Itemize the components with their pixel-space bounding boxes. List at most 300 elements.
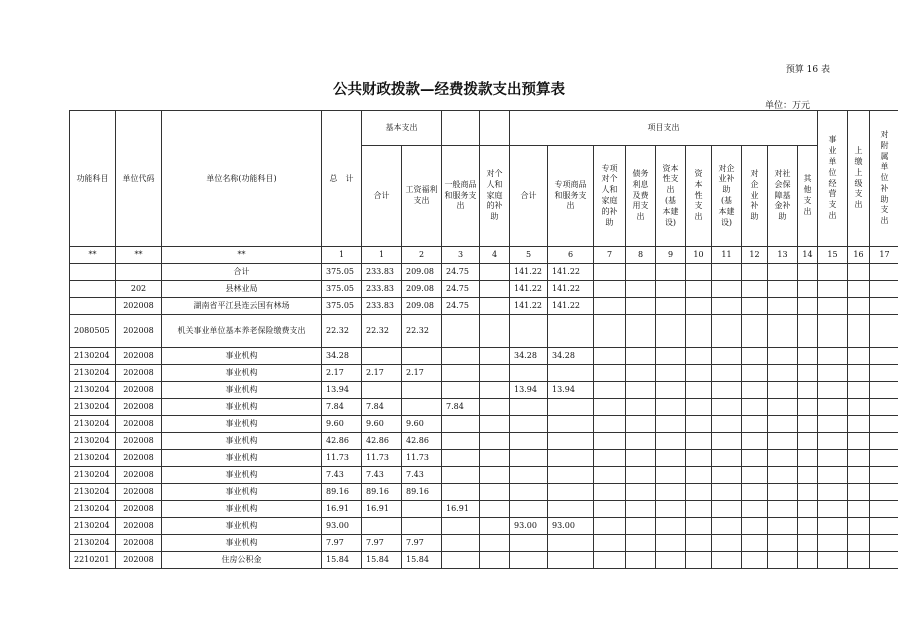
value-cell [510, 467, 548, 484]
value-cell: 141.22 [510, 298, 548, 315]
unit-name-cell: 事业机构 [162, 518, 322, 535]
value-cell: 209.08 [402, 281, 442, 298]
value-cell [768, 399, 798, 416]
value-cell [870, 552, 898, 569]
value-cell [870, 467, 898, 484]
value-cell [656, 264, 686, 281]
value-cell [442, 433, 480, 450]
value-cell [656, 450, 686, 467]
page-title: 公共财政拨款—经费拨款支出预算表 [333, 82, 565, 98]
value-cell [818, 382, 848, 399]
func-code-cell: 2130204 [70, 399, 116, 416]
value-cell [818, 467, 848, 484]
value-cell [594, 535, 626, 552]
value-cell: 22.32 [402, 315, 442, 348]
index-cell: ** [162, 247, 322, 264]
unit-code-cell: 202008 [116, 484, 162, 501]
value-cell [686, 365, 712, 382]
func-code-cell: 2130204 [70, 365, 116, 382]
value-cell [442, 535, 480, 552]
value-cell: 16.91 [322, 501, 362, 518]
value-cell [818, 535, 848, 552]
value-cell: 16.91 [362, 501, 402, 518]
value-cell [402, 348, 442, 365]
value-cell [442, 450, 480, 467]
value-cell: 42.86 [362, 433, 402, 450]
unit-code-cell: 202008 [116, 433, 162, 450]
value-cell [870, 315, 898, 348]
value-cell [742, 399, 768, 416]
value-cell: 42.86 [402, 433, 442, 450]
value-cell [656, 298, 686, 315]
value-cell [798, 264, 818, 281]
value-cell [870, 450, 898, 467]
value-cell [656, 501, 686, 518]
value-cell: 141.22 [548, 281, 594, 298]
value-cell [712, 433, 742, 450]
header-capital-build: 资本性支出(基本建设) [656, 146, 686, 247]
value-cell [594, 484, 626, 501]
budget-table [69, 110, 898, 569]
value-cell [768, 416, 798, 433]
unit-name-cell: 机关事业单位基本养老保险缴费支出 [162, 315, 322, 348]
value-cell [818, 298, 848, 315]
value-cell [848, 518, 870, 535]
value-cell [548, 535, 594, 552]
value-cell [870, 365, 898, 382]
value-cell [742, 552, 768, 569]
func-code-cell [70, 298, 116, 315]
value-cell [742, 315, 768, 348]
index-cell: ** [116, 247, 162, 264]
value-cell: 375.05 [322, 281, 362, 298]
value-cell [686, 264, 712, 281]
value-cell [362, 348, 402, 365]
value-cell: 209.08 [402, 264, 442, 281]
value-cell [656, 348, 686, 365]
value-cell [510, 535, 548, 552]
value-cell [480, 433, 510, 450]
value-cell [848, 348, 870, 365]
value-cell: 7.84 [362, 399, 402, 416]
value-cell: 7.97 [322, 535, 362, 552]
value-cell [626, 365, 656, 382]
value-cell [480, 467, 510, 484]
value-cell [742, 518, 768, 535]
func-code-cell: 2130204 [70, 450, 116, 467]
value-cell: 2.17 [362, 365, 402, 382]
header-other: 其他支出 [798, 146, 818, 247]
value-cell: 89.16 [402, 484, 442, 501]
value-cell [848, 365, 870, 382]
value-cell: 16.91 [442, 501, 480, 518]
index-cell: 15 [818, 247, 848, 264]
value-cell [626, 281, 656, 298]
value-cell: 89.16 [362, 484, 402, 501]
unit-name-cell: 事业机构 [162, 467, 322, 484]
value-cell [442, 552, 480, 569]
unit-code-cell: 202008 [116, 365, 162, 382]
value-cell [848, 399, 870, 416]
unit-code-cell: 202008 [116, 382, 162, 399]
value-cell [742, 535, 768, 552]
value-cell [712, 535, 742, 552]
value-cell [848, 484, 870, 501]
header-basic-sum: 合计 [362, 146, 402, 247]
value-cell: 93.00 [510, 518, 548, 535]
value-cell: 233.83 [362, 281, 402, 298]
value-cell: 11.73 [322, 450, 362, 467]
header-social-fund: 对社会保障基金补助 [768, 146, 798, 247]
value-cell [712, 399, 742, 416]
unit-code-cell: 202008 [116, 416, 162, 433]
value-cell: 7.43 [322, 467, 362, 484]
value-cell [848, 281, 870, 298]
index-cell: 7 [594, 247, 626, 264]
value-cell [742, 416, 768, 433]
index-cell: 11 [712, 247, 742, 264]
value-cell [594, 281, 626, 298]
value-cell [656, 365, 686, 382]
value-cell [798, 484, 818, 501]
header-unit-name: 单位名称(功能科目) [162, 111, 322, 247]
value-cell [362, 518, 402, 535]
value-cell [742, 264, 768, 281]
value-cell [548, 467, 594, 484]
index-cell: 13 [768, 247, 798, 264]
value-cell [594, 348, 626, 365]
value-cell [768, 552, 798, 569]
value-cell [686, 535, 712, 552]
value-cell [402, 501, 442, 518]
unit-name-cell: 事业机构 [162, 484, 322, 501]
unit-code-cell: 202008 [116, 552, 162, 569]
value-cell [594, 501, 626, 518]
value-cell [870, 501, 898, 518]
value-cell [510, 365, 548, 382]
value-cell [848, 315, 870, 348]
value-cell [686, 298, 712, 315]
index-cell: 10 [686, 247, 712, 264]
unit-name-cell: 湖南省平江县连云国有林场 [162, 298, 322, 315]
form-number: 预算 16 表 [785, 65, 830, 75]
value-cell [848, 298, 870, 315]
value-cell: 7.43 [402, 467, 442, 484]
func-code-cell: 2130204 [70, 501, 116, 518]
value-cell [818, 501, 848, 518]
table-row [70, 348, 898, 365]
unit-name-cell: 事业机构 [162, 433, 322, 450]
value-cell [480, 399, 510, 416]
value-cell [742, 450, 768, 467]
unit-name-cell: 事业机构 [162, 399, 322, 416]
unit-code-cell: 202008 [116, 399, 162, 416]
value-cell [594, 467, 626, 484]
index-cell: 3 [442, 247, 480, 264]
value-cell [656, 484, 686, 501]
value-cell [442, 348, 480, 365]
table-row [70, 315, 898, 348]
value-cell: 9.60 [402, 416, 442, 433]
func-code-cell: 2130204 [70, 348, 116, 365]
value-cell: 2.17 [322, 365, 362, 382]
value-cell [798, 281, 818, 298]
value-cell [594, 552, 626, 569]
value-cell [742, 281, 768, 298]
unit-code-cell: 202 [116, 281, 162, 298]
value-cell [848, 467, 870, 484]
value-cell [626, 501, 656, 518]
value-cell [768, 467, 798, 484]
value-cell [656, 416, 686, 433]
value-cell [626, 552, 656, 569]
value-cell [626, 264, 656, 281]
value-cell [818, 348, 848, 365]
value-cell: 7.84 [322, 399, 362, 416]
value-cell [442, 467, 480, 484]
value-cell: 7.97 [362, 535, 402, 552]
value-cell [626, 399, 656, 416]
index-cell: 8 [626, 247, 656, 264]
value-cell [768, 382, 798, 399]
value-cell [510, 450, 548, 467]
value-cell: 24.75 [442, 298, 480, 315]
value-cell [798, 315, 818, 348]
value-cell [768, 298, 798, 315]
table-row [70, 433, 898, 450]
value-cell [686, 518, 712, 535]
table-row [70, 467, 898, 484]
value-cell [768, 433, 798, 450]
value-cell [712, 416, 742, 433]
value-cell: 34.28 [548, 348, 594, 365]
value-cell [848, 264, 870, 281]
value-cell [798, 450, 818, 467]
value-cell [768, 348, 798, 365]
table-row [70, 298, 898, 315]
func-code-cell [70, 281, 116, 298]
table-row [70, 399, 898, 416]
value-cell [594, 365, 626, 382]
header-unit-code: 单位代码 [116, 111, 162, 247]
value-cell [686, 281, 712, 298]
table-row [70, 416, 898, 433]
value-cell [712, 518, 742, 535]
unit-name-cell: 事业机构 [162, 348, 322, 365]
value-cell [480, 348, 510, 365]
value-cell [818, 416, 848, 433]
value-cell [656, 433, 686, 450]
value-cell [798, 382, 818, 399]
value-cell [712, 315, 742, 348]
value-cell [510, 315, 548, 348]
header-capital: 资本性支出 [686, 146, 712, 247]
value-cell [510, 552, 548, 569]
value-cell [742, 348, 768, 365]
value-cell [712, 348, 742, 365]
header-func-code: 功能科目 [70, 111, 116, 247]
value-cell [712, 365, 742, 382]
value-cell [686, 315, 712, 348]
value-cell [656, 281, 686, 298]
value-cell [656, 382, 686, 399]
value-cell [626, 535, 656, 552]
value-cell: 13.94 [510, 382, 548, 399]
value-cell [548, 501, 594, 518]
value-cell [626, 382, 656, 399]
value-cell [548, 416, 594, 433]
value-cell: 42.86 [322, 433, 362, 450]
value-cell [870, 416, 898, 433]
header-salary: 工资福利支出 [402, 146, 442, 247]
header-total: 总 计 [322, 111, 362, 247]
value-cell: 11.73 [362, 450, 402, 467]
index-cell: 1 [362, 247, 402, 264]
value-cell [594, 382, 626, 399]
unit-code-cell: 202008 [116, 298, 162, 315]
value-cell [548, 484, 594, 501]
header-basic: 基本支出 [362, 111, 442, 146]
value-cell: 24.75 [442, 264, 480, 281]
value-cell: 375.05 [322, 298, 362, 315]
value-cell: 22.32 [322, 315, 362, 348]
value-cell: 11.73 [402, 450, 442, 467]
value-cell [848, 552, 870, 569]
value-cell: 34.28 [510, 348, 548, 365]
unit-name-cell: 县林业局 [162, 281, 322, 298]
value-cell [480, 298, 510, 315]
value-cell [870, 399, 898, 416]
index-cell: 12 [742, 247, 768, 264]
value-cell [594, 399, 626, 416]
func-code-cell: 2130204 [70, 382, 116, 399]
unit-code-cell: 202008 [116, 348, 162, 365]
value-cell: 7.84 [442, 399, 480, 416]
unit-code-cell: 202008 [116, 467, 162, 484]
unit-code-cell: 202008 [116, 518, 162, 535]
value-cell [626, 416, 656, 433]
value-cell [870, 535, 898, 552]
value-cell: 89.16 [322, 484, 362, 501]
value-cell [656, 518, 686, 535]
value-cell [548, 450, 594, 467]
unit-code-cell: 202008 [116, 535, 162, 552]
value-cell [742, 433, 768, 450]
value-cell [480, 264, 510, 281]
value-cell [626, 484, 656, 501]
unit-label: 单位：万元 [764, 101, 810, 111]
value-cell [798, 518, 818, 535]
value-cell [712, 552, 742, 569]
value-cell [686, 484, 712, 501]
value-cell [480, 501, 510, 518]
value-cell [848, 433, 870, 450]
value-cell [442, 382, 480, 399]
value-cell [712, 264, 742, 281]
value-cell [742, 298, 768, 315]
value-cell [480, 281, 510, 298]
value-cell [548, 399, 594, 416]
value-cell: 233.83 [362, 298, 402, 315]
value-cell: 233.83 [362, 264, 402, 281]
value-cell [768, 315, 798, 348]
index-cell: 5 [510, 247, 548, 264]
value-cell [742, 365, 768, 382]
value-cell [818, 484, 848, 501]
value-cell [510, 433, 548, 450]
value-cell [712, 484, 742, 501]
func-code-cell: 2130204 [70, 433, 116, 450]
table-row [70, 535, 898, 552]
value-cell: 375.05 [322, 264, 362, 281]
value-cell: 22.32 [362, 315, 402, 348]
value-cell [442, 365, 480, 382]
value-cell [686, 433, 712, 450]
value-cell [818, 264, 848, 281]
value-cell: 9.60 [362, 416, 402, 433]
value-cell [480, 518, 510, 535]
value-cell: 209.08 [402, 298, 442, 315]
unit-code-cell: 202008 [116, 450, 162, 467]
table-row [70, 518, 898, 535]
value-cell [768, 518, 798, 535]
value-cell [818, 281, 848, 298]
index-cell: 16 [848, 247, 870, 264]
value-cell [442, 315, 480, 348]
header-project: 项目支出 [510, 111, 818, 146]
value-cell [742, 501, 768, 518]
value-cell: 93.00 [548, 518, 594, 535]
value-cell [686, 552, 712, 569]
table-row [70, 264, 898, 281]
table-row [70, 552, 898, 569]
value-cell [742, 382, 768, 399]
value-cell [798, 552, 818, 569]
index-cell: 4 [480, 247, 510, 264]
unit-name-cell: 合计 [162, 264, 322, 281]
value-cell [510, 501, 548, 518]
value-cell [870, 382, 898, 399]
value-cell [686, 348, 712, 365]
value-cell [818, 315, 848, 348]
func-code-cell: 2130204 [70, 535, 116, 552]
func-code-cell [70, 264, 116, 281]
value-cell [656, 399, 686, 416]
value-cell: 15.84 [322, 552, 362, 569]
value-cell: 2.17 [402, 365, 442, 382]
value-cell [768, 501, 798, 518]
value-cell [742, 467, 768, 484]
value-cell [686, 467, 712, 484]
value-cell [798, 467, 818, 484]
value-cell [798, 433, 818, 450]
header-business: 事业单位经营支出 [818, 111, 848, 247]
value-cell [712, 501, 742, 518]
func-code-cell: 2130204 [70, 416, 116, 433]
value-cell: 141.22 [510, 264, 548, 281]
value-cell [362, 382, 402, 399]
value-cell [818, 518, 848, 535]
func-code-cell: 2210201 [70, 552, 116, 569]
value-cell [626, 450, 656, 467]
value-cell [548, 433, 594, 450]
value-cell [818, 552, 848, 569]
value-cell: 15.84 [362, 552, 402, 569]
value-cell [870, 348, 898, 365]
value-cell: 34.28 [322, 348, 362, 365]
value-cell [480, 484, 510, 501]
value-cell [848, 416, 870, 433]
